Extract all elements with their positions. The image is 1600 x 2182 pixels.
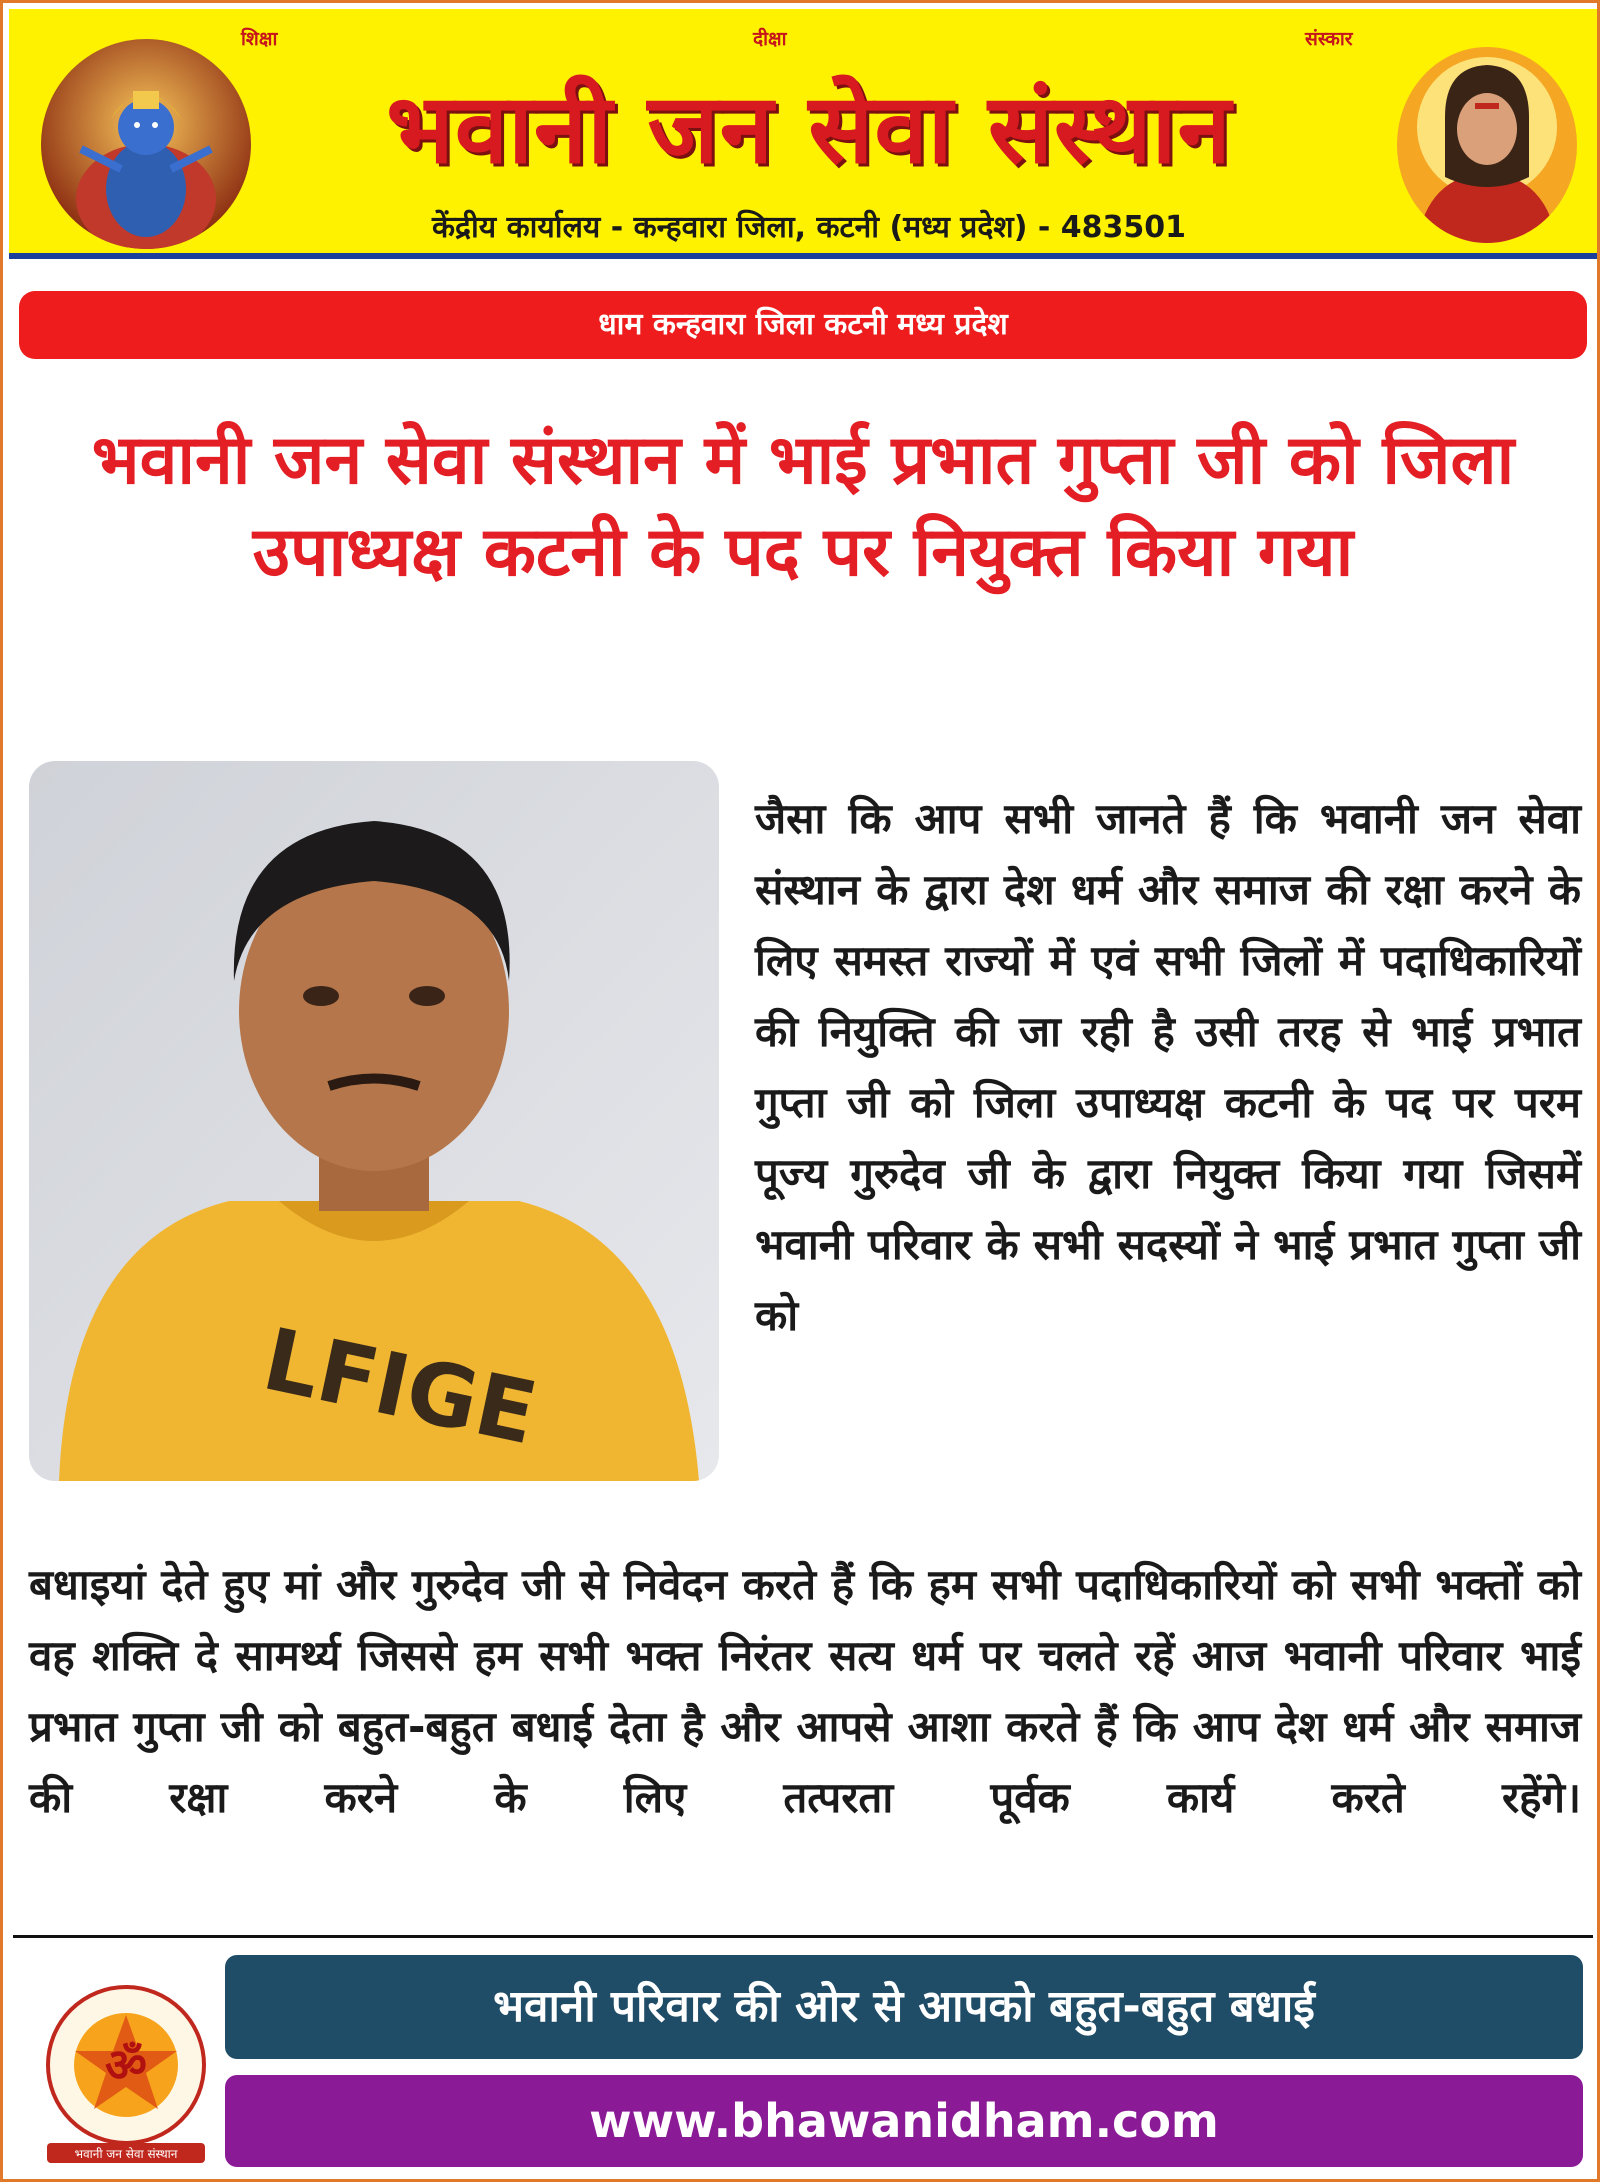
- org-address: केंद्रीय कार्यालय - कन्हवारा जिला, कटनी (मध्य प्रदेश) - 483501: [432, 210, 1186, 245]
- goddess-image: [41, 39, 251, 249]
- tag-sanskar: संस्कार: [1305, 28, 1353, 50]
- greeting-banner: भवानी परिवार की ओर से आपको बहुत-बहुत बधाई: [225, 1955, 1583, 2059]
- headline: भवानी जन सेवा संस्थान में भाई प्रभात गुप्ता जी को जिला उपाध्यक्ष कटनी के पद पर नियुक्त किया गया: [91, 421, 1515, 592]
- org-logo: [43, 1973, 209, 2163]
- org-name: भवानी जन सेवा संस्थान: [386, 72, 1232, 185]
- header-banner: [9, 9, 1597, 259]
- shirt-text: LFIGE: [255, 1309, 545, 1465]
- tag-shiksha: शिक्षा: [241, 28, 278, 50]
- article-paragraph-1: जैसा कि आप सभी जानते हैं कि भवानी जन सेवा संस्थान के द्वारा देश धर्म और समाज की रक्षा करने के लिए समस्त राज्यों में एवं सभी जिलों में पदाधिकारियों की नियुक्ति की जा रही है उसी तरह से भाई प्रभात गुप्ता जी को जिला उपाध्यक्ष कटनी के पद पर परम पूज्य गुरुदेव जी के द्वारा नियुक्त किया गया जिसमें भवानी परिवार के सभी सदस्यों ने भाई प्रभात गुप्ता जी को: [755, 794, 1581, 1340]
- guru-image: [1397, 47, 1577, 243]
- location-bar: धाम कन्हवारा जिला कटनी मध्य प्रदेश: [19, 291, 1587, 359]
- article-paragraph-2: बधाइयां देते हुए मां और गुरुदेव जी से निवेदन करते हैं कि हम सभी पदाधिकारियों को सभी भक्तों को वह शक्ति दे सामर्थ्य जिससे हम सभी भक्त निरंतर सत्य धर्म पर चलते रहें आज भवानी परिवार भाई प्रभात गुप्ता जी को बहुत-बहुत बधाई देता है और आपसे आशा करते हैं कि आप देश धर्म और समाज की रक्षा करने के लिए तत्परता पूर्वक कार्य करते रहेंगे।: [29, 1560, 1581, 1822]
- divider: [13, 1935, 1593, 1938]
- member-photo: [29, 761, 719, 1481]
- website-link[interactable]: www.bhawanidham.com: [225, 2075, 1583, 2167]
- logo-caption: भवानी जन सेवा संस्थान: [74, 2147, 178, 2161]
- tag-diksha: दीक्षा: [753, 28, 787, 50]
- om-symbol: ॐ: [105, 2038, 147, 2092]
